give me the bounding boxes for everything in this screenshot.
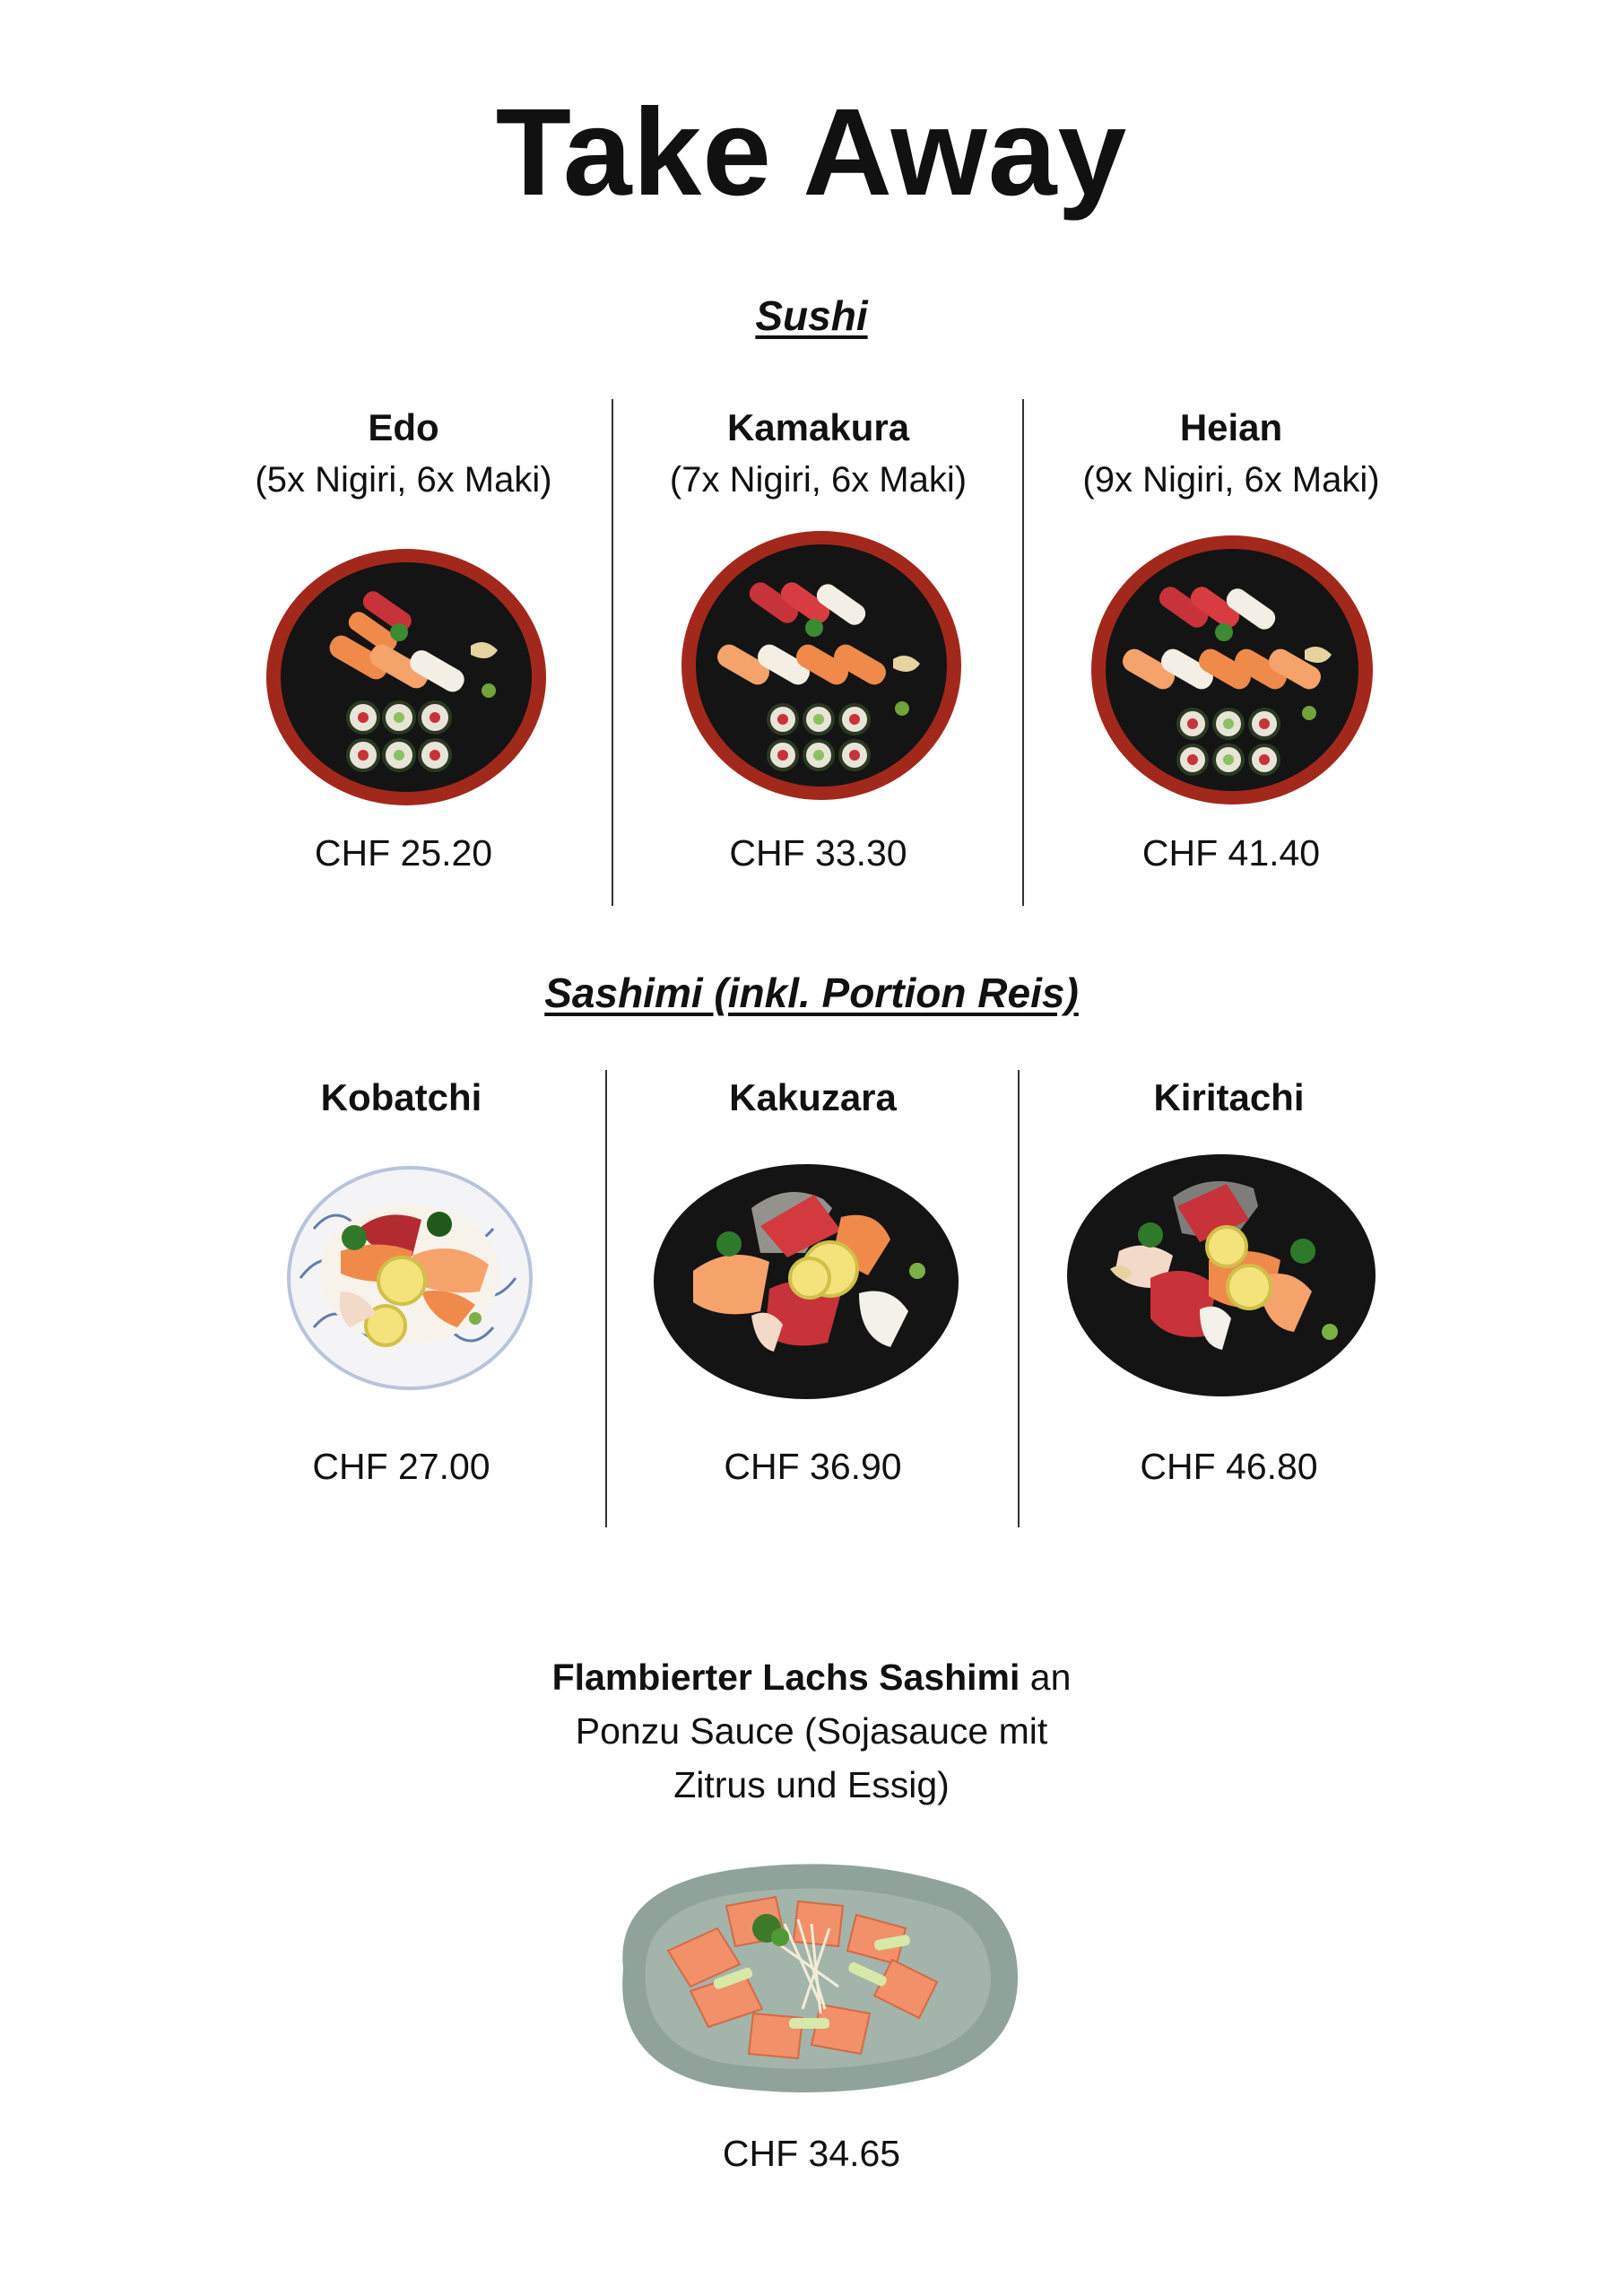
menu-item-kakuzara [608, 1072, 1018, 1124]
menu-item-edo [197, 402, 610, 506]
item-name: Edo [368, 406, 439, 448]
sushi-plate-photo [1089, 534, 1375, 807]
item-price: CHF 41.40 [1141, 832, 1321, 874]
item-description: (7x Nigiri, 6x Maki) [669, 460, 968, 500]
featured-item-line3: Zitrus und Essig) [673, 1764, 950, 1805]
flambeed-salmon-plate-photo [605, 1852, 1022, 2099]
menu-item-heian [1025, 402, 1437, 506]
sushi-plate-photo [680, 529, 963, 803]
page-title: Take Away [495, 83, 1128, 222]
section-heading-sushi: Sushi [755, 292, 868, 339]
column-divider [605, 1070, 607, 1527]
column-divider [1022, 399, 1024, 906]
featured-item-name-suffix: an [1020, 1657, 1072, 1698]
item-name: Kakuzara [729, 1076, 897, 1118]
column-divider [1018, 1070, 1020, 1527]
menu-item-kamakura [614, 402, 1022, 506]
item-description: (5x Nigiri, 6x Maki) [255, 460, 552, 500]
item-price: CHF 25.20 [314, 832, 493, 874]
section-heading-sashimi: Sashimi (inkl. Portion Reis) [544, 970, 1079, 1016]
item-price: CHF 27.00 [312, 1446, 490, 1487]
item-name: Kobatchi [320, 1076, 482, 1118]
featured-item-line2: Ponzu Sauce (Sojasauce mit [575, 1710, 1048, 1752]
featured-item-description [408, 1650, 1215, 1812]
featured-item-name: Flambierter Lachs Sashimi [551, 1657, 1020, 1698]
item-name: Heian [1179, 406, 1283, 448]
item-price: CHF 33.30 [729, 832, 907, 874]
menu-item-kobatchi [197, 1072, 605, 1124]
featured-item-price: CHF 34.65 [722, 2133, 901, 2174]
item-price: CHF 46.80 [1140, 1446, 1318, 1487]
item-price: CHF 36.90 [724, 1446, 902, 1487]
sushi-plate-photo [265, 547, 548, 807]
sashimi-plate-photo [1065, 1152, 1377, 1399]
menu-item-kiritachi [1020, 1072, 1437, 1124]
sashimi-plate-photo [653, 1163, 959, 1401]
item-name: Kamakura [726, 406, 910, 448]
sashimi-bowl-photo [287, 1166, 534, 1390]
item-description: (9x Nigiri, 6x Maki) [1082, 460, 1380, 500]
item-name: Kiritachi [1153, 1076, 1305, 1118]
column-divider [612, 399, 613, 906]
